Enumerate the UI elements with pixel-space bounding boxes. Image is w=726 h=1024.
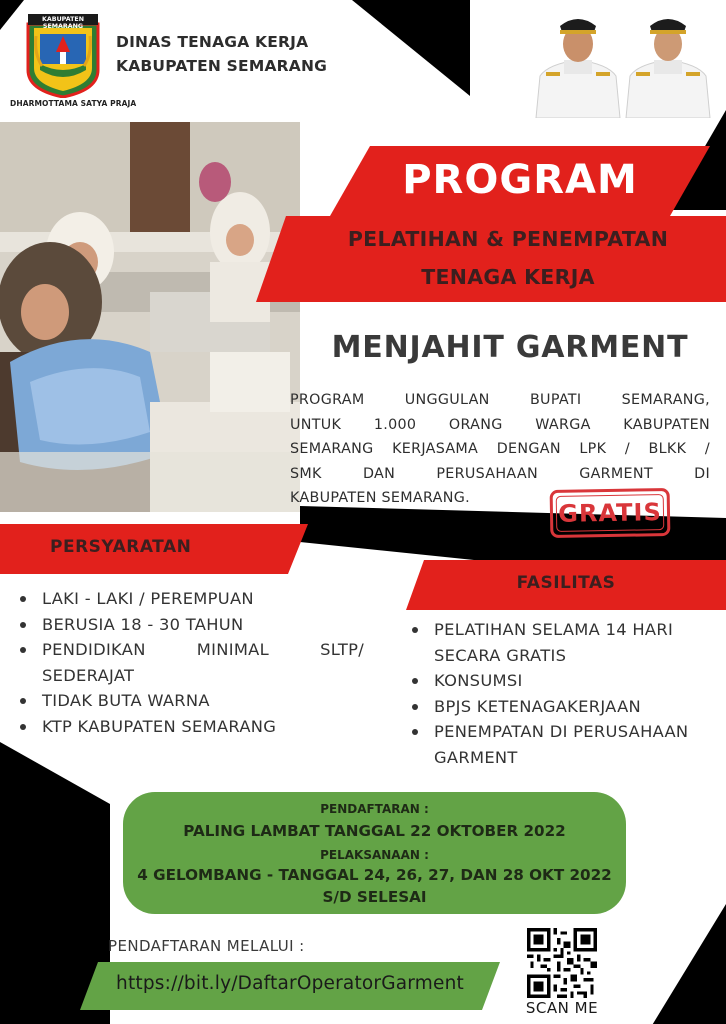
registration-label: PENDAFTARAN :	[320, 802, 429, 816]
list-item	[18, 637, 364, 688]
program-subtitle-line-2: TENAGA KERJA	[421, 265, 595, 289]
bullet-icon	[412, 627, 418, 633]
corner-shape-right-bottom	[604, 904, 726, 1024]
program-title: PROGRAM	[402, 157, 638, 203]
description-line: PROGRAM UNGGULAN BUPATI SEMARANG,	[290, 392, 710, 408]
description-line: KABUPATEN SEMARANG.	[290, 490, 470, 507]
bullet-icon	[20, 596, 26, 602]
list-item	[410, 694, 710, 720]
program-name: MENJAHIT GARMENT	[331, 330, 689, 365]
bullet-icon	[20, 724, 26, 730]
list-item	[410, 719, 710, 770]
registration-url-link[interactable]: https://bit.ly/DaftarOperatorGarment	[116, 973, 464, 994]
description-line: UNTUK 1.000 ORANG WARGA KABUPATEN	[290, 416, 710, 433]
requirements-title: PERSYARATAN	[50, 537, 192, 557]
sewing-workers-photo	[0, 122, 300, 512]
description-line: SMK DAN PERUSAHAAN GARMENT DI	[290, 465, 710, 482]
list-item-text: PELATIHAN SELAMA 14 HARI SECARA GRATIS	[434, 620, 674, 665]
bullet-icon	[20, 622, 26, 628]
list-item	[18, 586, 364, 612]
facilities-title: FASILITAS	[516, 573, 616, 593]
registration-via-label: PENDAFTARAN MELALUI :	[108, 937, 305, 955]
list-item-text: PENEMPATAN DI PERUSAHAAN GARMENT	[434, 722, 689, 767]
bullet-icon	[412, 678, 418, 684]
qr-code[interactable]	[527, 928, 597, 998]
officials-portrait	[534, 8, 712, 118]
execution-end: S/D SELESAI	[322, 888, 427, 906]
requirements-list	[18, 586, 364, 740]
corner-shape-top-left	[0, 0, 24, 30]
program-subtitle-line-1: PELATIHAN & PENEMPATAN	[347, 227, 669, 251]
facilities-list	[410, 617, 710, 771]
logo-motto: DHARMOTTAMA SATYA PRAJA	[10, 99, 137, 108]
list-item	[18, 612, 364, 638]
bullet-icon	[412, 729, 418, 735]
list-item	[18, 688, 364, 714]
bullet-icon	[20, 647, 26, 653]
list-item-text: KTP KABUPATEN SEMARANG	[42, 716, 277, 736]
list-item	[410, 668, 710, 694]
list-item-text: KONSUMSI	[434, 671, 523, 691]
description-line: SEMARANG KERJASAMA DENGAN LPK / BLKK /	[290, 441, 710, 458]
agency-line-2: KABUPATEN SEMARANG	[116, 57, 328, 75]
logo-label: KABUPATEN SEMARANG	[42, 16, 84, 30]
list-item	[410, 617, 710, 668]
scan-me-label: SCAN ME	[525, 999, 599, 1017]
list-item-text: PENDIDIKAN MINIMAL SLTP/ SEDERAJAT	[42, 640, 364, 685]
registration-deadline: PALING LAMBAT TANGGAL 22 OKTOBER 2022	[183, 822, 566, 840]
list-item	[18, 714, 364, 740]
list-item-text: TIDAK BUTA WARNA	[42, 691, 210, 711]
agency-line-1: DINAS TENAGA KERJA	[116, 33, 309, 51]
execution-dates: 4 GELOMBANG - TANGGAL 24, 26, 27, DAN 28 OKT 2022	[137, 866, 612, 884]
bullet-icon	[412, 704, 418, 710]
agency-name	[116, 30, 327, 78]
bullet-icon	[20, 698, 26, 704]
gratis-stamp: GRATIS	[550, 488, 671, 538]
execution-label: PELAKSANAAN :	[320, 848, 429, 862]
list-item-text: LAKI - LAKI / PEREMPUAN	[42, 589, 254, 608]
corner-shape-top	[352, 0, 470, 96]
list-item-text: BPJS KETENAGAKERJAAN	[434, 696, 641, 716]
list-item-text: BERUSIA 18 - 30 TAHUN	[42, 614, 244, 634]
